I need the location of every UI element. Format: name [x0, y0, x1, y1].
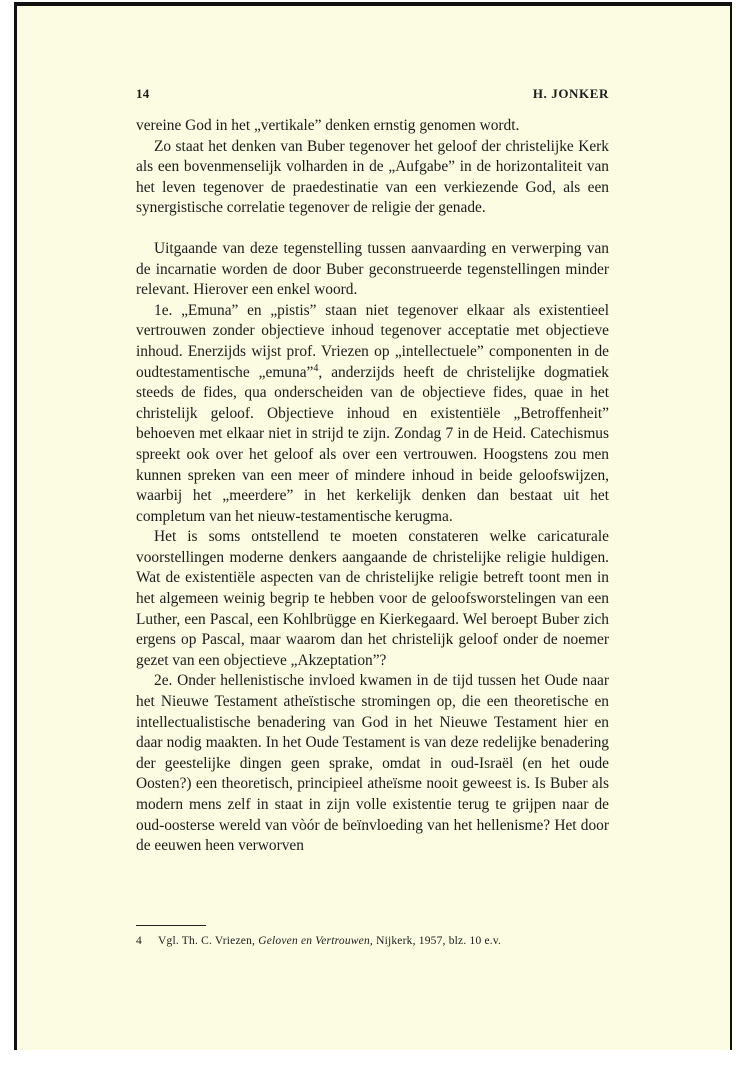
- running-header: [136, 86, 609, 106]
- paragraph-continuation: vereine God in het „vertikale” denken ernstig genomen wordt.: [136, 117, 520, 134]
- paragraph-hellenistische: 2e. Onder hellenistische invloed kwamen in de tijd tussen het Oude naar het Nieuwe Testament atheïstische stromingen op, die een theoretische en intellectualistische benadering van God in het Nieuwe Testament hier en daar nodig maakten. In het Oude Testament is van deze redelijke benadering der geestelijke dingen geen sprake, omdat in oud-Israël (en het oude Oosten?) een theoretisch, principieel atheïsme nooit geweest is. Is Buber als modern mens zelf in staat in zijn volle existentie terug te grijpen naar de oud-oosterse wereld van vòór de beïnvloeding van het hellenisme? Het door de eeuwen heen verworven: [136, 672, 609, 855]
- footnote-source: Nijkerk, 1957, blz. 10 e.v.: [376, 935, 502, 947]
- footnote-reference: 4: [313, 362, 319, 374]
- paragraph-text: 1e. „Emuna” en „pistis” staan niet tegenover elkaar als existentieel vertrouwen zonder objectieve inhoud tegenover acceptatie met objectieve inhoud. Enerzijds wijst prof. Vriezen op „intellectuele” componenten in de oudtestamentische „emuna”: [136, 301, 609, 381]
- paragraph-tegenstelling: Uitgaande van deze tegenstelling tussen aanvaarding en verwerping van de incarnatie worden de door Buber geconstrueerde tegenstellingen minder relevant. Hierover een enkel woord.: [136, 239, 609, 299]
- body-text: [136, 116, 609, 857]
- header-author: H. JONKER: [532, 86, 609, 101]
- footnote-title: Geloven en Vertrouwen,: [258, 935, 373, 947]
- paragraph-buber-kerk: Zo staat het denken van Buber tegenover het geloof der christelijke Kerk als een bovenmenselijk volharden in de „Aufgabe” in de horizontaliteit van het leven tegenover de praedestinatie van een verkiezende God, als een synergistische correlatie tegenover de religie der genade.: [136, 137, 609, 217]
- paragraph-caricaturale: Het is soms ontstellend te moeten constateren welke caricaturale voorstellingen moderne denkers aangaande de christelijke religie huldigen. Wat de existentiële aspecten van de christelijke religie betreft toont men in het algemeen weinig begrip te hebben voor de geloofsworstelingen van een Luther, een Pascal, een Kohlbrügge en Kierkegaard. Wel beroept Buber zich ergens op Pascal, maar waarom dan het christelijk geloof onder de noemer gezet van een objectieve „Akzeptation”?: [136, 528, 609, 669]
- paragraph-text: , anderzijds heeft de christelijke dogmatiek steeds de fides, qua onderscheiden van de objectieve fides, quae in het christelijk geloof. Objectieve inhoud en existentiële „Betroffenheit” behoeven met elkaar niet in strijd te zijn. Zondag 7 in de Heid. Catechismus spreekt ook over het geloof als over een vertrouwen. Hoogstens zou men kunnen spreken van een meer of mindere inhoud in beide geloofswijzen, waarbij het „meerdere” in het kerkelijk denken dan bestaat uit het completum van het nieuw-testamentische kerugma.: [136, 363, 609, 525]
- footnote: [136, 935, 609, 947]
- footnote-number: 4: [136, 935, 142, 947]
- footnote-text: Vgl. Th. C. Vriezen,: [158, 935, 256, 947]
- paragraph-emuna-pistis: [136, 301, 609, 528]
- footnote-rule: [136, 925, 206, 926]
- page-number: 14: [136, 86, 150, 101]
